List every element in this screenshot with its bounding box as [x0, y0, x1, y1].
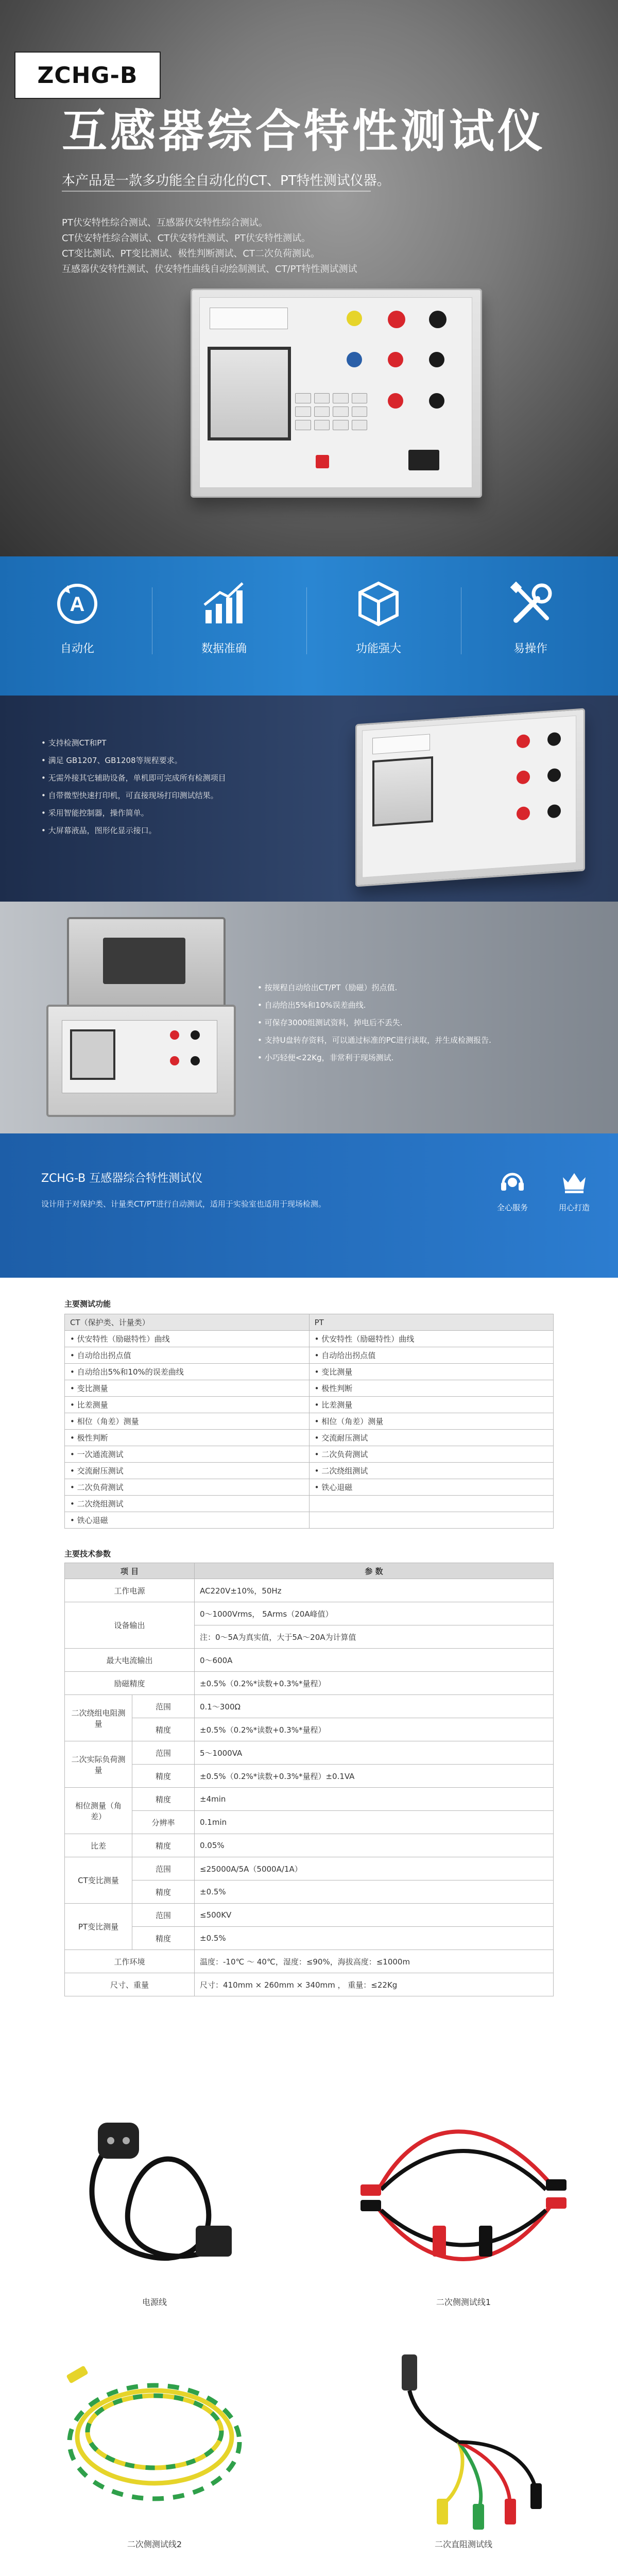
- terminal-icon: [388, 311, 405, 328]
- feature-label: 易操作: [513, 642, 547, 655]
- spec-value: ≤500KV: [195, 1904, 554, 1927]
- bullet-list: [41, 734, 226, 839]
- pt-function: • 变比测量: [309, 1364, 553, 1380]
- terminal-icon: [388, 393, 403, 409]
- tools-icon: [505, 578, 556, 630]
- table-row: [65, 1927, 554, 1950]
- spec-label: 最大电流输出: [65, 1649, 195, 1672]
- table-row: [65, 1347, 554, 1364]
- power-cord-icon: [67, 2092, 242, 2293]
- accessory-power-cord: [5, 2092, 304, 2308]
- accessory-secondary-lead-2: [5, 2339, 304, 2550]
- spec-value: ±0.5%（0.2%*读数+0.3%*量程）±0.1VA: [195, 1765, 554, 1788]
- lcd-screen: [70, 1029, 115, 1080]
- terminal-icon: [170, 1030, 179, 1040]
- intro-text: 设计用于对保护类、计量类CT/PT进行自动测试，适用于实验室也适用于现场检测。: [41, 1199, 326, 1209]
- accessories-section: [0, 2081, 618, 2576]
- feature-powerful: [322, 578, 435, 656]
- table-row: [65, 1695, 554, 1718]
- table-row: [65, 1904, 554, 1927]
- table-row: [65, 1413, 554, 1430]
- feature-label: 功能强大: [355, 642, 401, 655]
- table-row: [65, 1672, 554, 1695]
- spec-label: 工作环境: [65, 1950, 195, 1973]
- badge-label: 全心服务: [496, 1203, 528, 1212]
- functions-heading: 主要测试功能: [64, 1299, 111, 1309]
- feature-automation: [21, 578, 134, 656]
- table-row: [65, 1479, 554, 1496]
- printer-icon: [210, 308, 288, 329]
- automation-icon: [52, 578, 103, 630]
- ct-function: • 自动给出拐点值: [65, 1347, 310, 1364]
- spec-value: 5～1000VA: [195, 1741, 554, 1765]
- ct-function: • 变比测量: [65, 1380, 310, 1397]
- pt-function: • 比差测量: [309, 1397, 553, 1413]
- ct-function: • 极性判断: [65, 1430, 310, 1446]
- cube-icon: [353, 578, 404, 630]
- spec-value: 0.1min: [195, 1811, 554, 1834]
- functions-table: [64, 1314, 554, 1529]
- spec-value: 0.05%: [195, 1834, 554, 1857]
- table-row: [65, 1788, 554, 1811]
- keypad: [295, 393, 367, 430]
- pt-function: • 自动给出拐点值: [309, 1347, 553, 1364]
- pt-function: • 相位（角差）测量: [309, 1413, 553, 1430]
- spec-label: 设备输出: [65, 1602, 195, 1649]
- table-row: [65, 1446, 554, 1463]
- feature-list-2: [0, 902, 618, 1133]
- table-row: [65, 1649, 554, 1672]
- specs-table: [64, 1563, 554, 1996]
- test-lead-icon: [355, 2339, 572, 2535]
- spec-label: 工作电源: [65, 1579, 195, 1602]
- desc-line: CT伏安特性综合测试、CT伏安特性测试、PT伏安特性测试。: [62, 233, 311, 244]
- spec-value: ±0.5%（0.2%*读数+0.3%*量程）: [195, 1718, 554, 1741]
- terminal-icon: [191, 1030, 200, 1040]
- ct-function: • 二次负荷测试: [65, 1479, 310, 1496]
- table-row: [65, 1602, 554, 1625]
- table-header: 项 目: [65, 1563, 195, 1579]
- pt-function: • 铁心退磁: [309, 1479, 553, 1496]
- data-chart-icon: [198, 578, 250, 630]
- pt-function: [309, 1496, 553, 1512]
- product-title: 互感器综合特性测试仪: [62, 105, 546, 158]
- table-row: [65, 1973, 554, 1996]
- list-item: • 满足 GB1207、GB1208等规程要求。: [41, 752, 226, 769]
- table-row: [65, 1430, 554, 1446]
- pt-function: • 交流耐压测试: [309, 1430, 553, 1446]
- spec-section: [0, 1278, 618, 2081]
- accessory-caption: 二次直阻测试线: [434, 2539, 492, 2549]
- terminal-icon: [429, 352, 444, 367]
- device-case-image: [36, 917, 242, 1118]
- table-header: PT: [309, 1314, 553, 1331]
- power-switch-icon: [316, 455, 329, 468]
- badge-quality: [548, 1167, 600, 1213]
- spec-value: 0.1～300Ω: [195, 1695, 554, 1718]
- table-row: [65, 1331, 554, 1347]
- spec-sublabel: 范围: [132, 1857, 195, 1880]
- list-item: • 采用智能控制器，操作简单。: [41, 804, 226, 822]
- table-row: [65, 1950, 554, 1973]
- spec-value: AC220V±10%，50Hz: [195, 1579, 554, 1602]
- lcd-screen: [372, 756, 433, 826]
- ct-function: • 二次绕组测试: [65, 1496, 310, 1512]
- pt-function: • 极性判断: [309, 1380, 553, 1397]
- spec-value: 0～1000Vrms， 5Arms（20A峰值）: [195, 1602, 554, 1625]
- desc-line: 互感器伏安特性测试、伏安特性曲线自动绘制测试、CT/PT特性测试测试: [62, 264, 357, 275]
- table-row: [65, 1718, 554, 1741]
- feature-easy: [474, 578, 587, 656]
- ct-function: • 一次通流测试: [65, 1446, 310, 1463]
- ct-function: • 自动给出5%和10%的误差曲线: [65, 1364, 310, 1380]
- table-row: [65, 1380, 554, 1397]
- spec-value: ±0.5%: [195, 1927, 554, 1950]
- accessory-dc-resistance-lead: [314, 2339, 613, 2550]
- spec-sublabel: 精度: [132, 1880, 195, 1904]
- spec-value: 0～600A: [195, 1649, 554, 1672]
- table-row: [65, 1397, 554, 1413]
- spec-value: 注：0～5A为真实值，大于5A～20A为计算值: [195, 1625, 554, 1649]
- spec-sublabel: 精度: [132, 1765, 195, 1788]
- spec-label: 比差: [65, 1834, 132, 1857]
- test-lead-icon: [46, 2339, 263, 2535]
- model-badge: ZCHG-B: [14, 52, 161, 99]
- spec-value: 尺寸：410mm × 260mm × 340mm ， 重量：≤22Kg: [195, 1973, 554, 1996]
- table-row: [65, 1364, 554, 1380]
- terminal-icon: [170, 1056, 179, 1065]
- table-row: [65, 1880, 554, 1904]
- accessory-secondary-lead-1: [314, 2092, 613, 2308]
- accessory-caption: 二次侧测试线1: [436, 2297, 491, 2307]
- pt-function: • 二次负荷测试: [309, 1446, 553, 1463]
- test-lead-icon: [355, 2092, 572, 2293]
- terminal-icon: [429, 393, 444, 409]
- spec-value: ≤25000A/5A（5000A/1A）: [195, 1857, 554, 1880]
- table-row: [65, 1811, 554, 1834]
- spec-sublabel: 精度: [132, 1718, 195, 1741]
- divider: [306, 587, 307, 654]
- spec-sublabel: 范围: [132, 1904, 195, 1927]
- intro-title: ZCHG-B 互感器综合特性测试仪: [41, 1172, 203, 1185]
- desc-line: PT伏安特性综合测试、互感器伏安特性综合测试。: [62, 217, 268, 228]
- spec-label: 二次绕组电阻测量: [65, 1695, 132, 1741]
- list-item: • 支持检测CT和PT: [41, 734, 226, 752]
- list-item: • 自带微型快速打印机，可直接现场打印测试结果。: [41, 787, 226, 804]
- list-item: • 按规程自动给出CT/PT（励磁）拐点值.: [258, 979, 491, 996]
- spec-sublabel: 精度: [132, 1834, 195, 1857]
- terminal-icon: [347, 352, 362, 367]
- divider: [62, 191, 371, 192]
- crown-icon: [560, 1167, 589, 1196]
- table-row: [65, 1765, 554, 1788]
- badge-label: 用心打造: [558, 1203, 590, 1212]
- power-socket-icon: [408, 450, 439, 470]
- spec-sublabel: 分辨率: [132, 1811, 195, 1834]
- bullet-list: [258, 979, 491, 1066]
- lcd-screen: [208, 347, 291, 440]
- table-row: [65, 1857, 554, 1880]
- spec-sublabel: 范围: [132, 1741, 195, 1765]
- intro-bar: [0, 1133, 618, 1278]
- table-header: 参 数: [195, 1563, 554, 1579]
- ct-function: • 比差测量: [65, 1397, 310, 1413]
- device-image: [191, 289, 482, 498]
- specs-heading: 主要技术参数: [64, 1549, 111, 1558]
- product-subtitle: 本产品是一款多功能全自动化的CT、PT特性测试仪器。: [62, 173, 390, 189]
- ct-function: • 伏安特性（励磁特性）曲线: [65, 1331, 310, 1347]
- svg-text:A: A: [70, 593, 85, 616]
- feature-list-1: [0, 696, 618, 902]
- desc-line: CT变比测试、PT变比测试、极性判断测试、CT二次负荷测试。: [62, 248, 320, 259]
- ct-function: • 铁心退磁: [65, 1512, 310, 1529]
- ct-function: • 相位（角差）测量: [65, 1413, 310, 1430]
- accessory-caption: 二次侧测试线2: [127, 2539, 182, 2549]
- feature-label: 自动化: [60, 642, 94, 655]
- list-item: • 大屏幕液晶，图形化显示接口。: [41, 822, 226, 839]
- list-item: • 小巧轻便<22Kg，非常利于现场测试.: [258, 1049, 491, 1066]
- spec-value: ±4min: [195, 1788, 554, 1811]
- spec-label: 相位测量（角差）: [65, 1788, 132, 1834]
- spec-label: CT变比测量: [65, 1857, 132, 1904]
- ct-function: • 交流耐压测试: [65, 1463, 310, 1479]
- headset-icon: [498, 1167, 527, 1196]
- spec-value: 温度：-10℃ ～ 40℃，湿度：≤90%，海拔高度：≤1000m: [195, 1950, 554, 1973]
- table-row: [65, 1741, 554, 1765]
- spec-label: 励磁精度: [65, 1672, 195, 1695]
- feature-accuracy: [167, 578, 281, 656]
- product-description: [62, 215, 443, 277]
- device-image: [355, 708, 585, 887]
- list-item: • 可保存3000组测试资料，掉电后不丢失.: [258, 1014, 491, 1031]
- pt-function: • 伏安特性（励磁特性）曲线: [309, 1331, 553, 1347]
- table-row: [65, 1463, 554, 1479]
- terminal-icon: [347, 311, 362, 326]
- spec-label: 尺寸、重量: [65, 1973, 195, 1996]
- badge-service: [487, 1167, 538, 1213]
- table-header: CT（保护类、计量类）: [65, 1314, 310, 1331]
- hero-banner: [0, 0, 618, 556]
- terminal-icon: [388, 352, 403, 367]
- list-item: • 无需外接其它辅助设备，单机即可完成所有检测项目: [41, 769, 226, 787]
- table-row: [65, 1512, 554, 1529]
- table-row: [65, 1579, 554, 1602]
- spec-value: ±0.5%: [195, 1880, 554, 1904]
- pt-function: [309, 1512, 553, 1529]
- feature-bar: [0, 556, 618, 696]
- spec-sublabel: 精度: [132, 1788, 195, 1811]
- terminal-icon: [191, 1056, 200, 1065]
- list-item: • 支持U盘转存资料，可以通过标准的PC进行读取，并生成检测报告.: [258, 1031, 491, 1049]
- pt-function: • 二次绕组测试: [309, 1463, 553, 1479]
- spec-sublabel: 精度: [132, 1927, 195, 1950]
- feature-label: 数据准确: [201, 642, 247, 655]
- table-row: [65, 1496, 554, 1512]
- spec-sublabel: 范围: [132, 1695, 195, 1718]
- accessory-caption: 电源线: [142, 2297, 167, 2307]
- table-row: [65, 1834, 554, 1857]
- list-item: • 自动给出5%和10%误差曲线.: [258, 996, 491, 1014]
- spec-label: PT变比测量: [65, 1904, 132, 1950]
- spec-value: ±0.5%（0.2%*读数+0.3%*量程）: [195, 1672, 554, 1695]
- terminal-icon: [429, 311, 447, 328]
- spec-label: 二次实际负荷测量: [65, 1741, 132, 1788]
